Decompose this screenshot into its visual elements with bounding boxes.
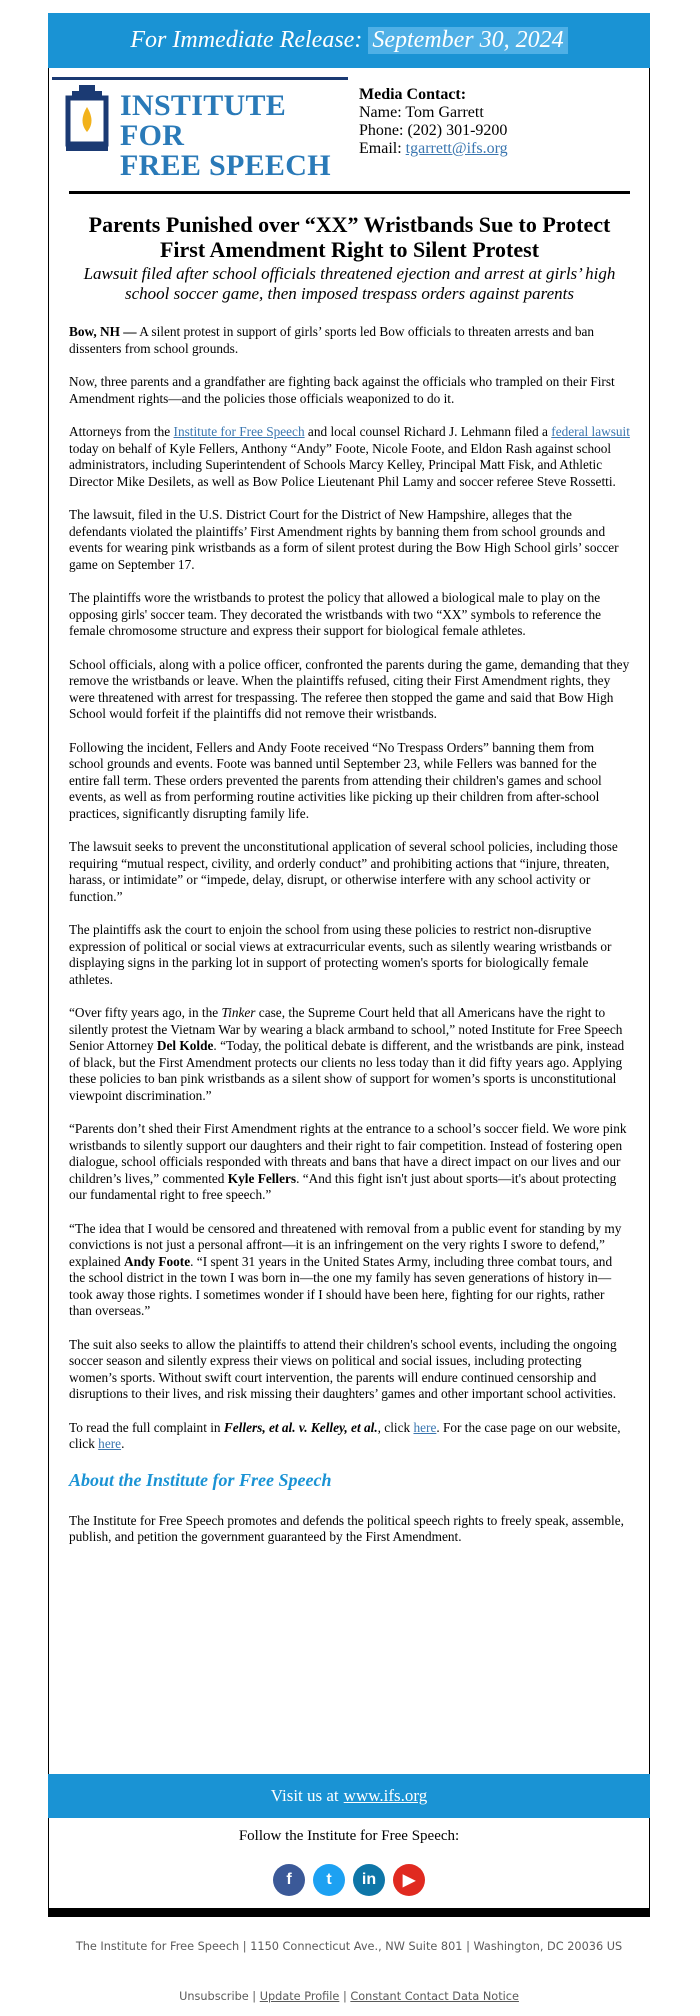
logo-top-bar (52, 77, 348, 80)
headline: Parents Punished over “XX” Wristbands Sue to Protect First Amendment Right to Silent Protest (88, 212, 611, 262)
about-heading: About the Institute for Free Speech (69, 1469, 332, 1490)
release-prefix: For Immediate Release: (130, 27, 363, 53)
facebook-icon[interactable]: f (273, 1864, 305, 1896)
paragraph: Attorneys from the Institute for Free Speech and local counsel Richard J. Lehmann filed a federal lawsuit today on behalf of Kyle Fellers, Anthony “Andy” Foote, Nicole Foote, and Eldon Rash against school administrators, including Superintendent of Schools Marcy Kelley, Principal Matt Fisk, and Athletic Director Mike Desilets, as well as Bow Police Lieutenant Phil Lamy and soccer referee Steve Rossetti. (69, 424, 630, 489)
paragraph: Now, three parents and a grandfather are fighting back against the officials who trampled on their First Amendment rights—and the policies those officials weaponized to do it. (69, 374, 615, 406)
about-text: The Institute for Free Speech promotes and defends the political speech rights to freely speak, assemble, publish, and petition the government guaranteed by the First Amendment. (69, 1512, 624, 1544)
logo-line-2: FREE SPEECH (120, 149, 331, 182)
paragraph: The plaintiffs ask the court to enjoin the school from using these policies to restrict non-disruptive expression of political or social views at extracurricular events, such as silently wearing wristbands or displaying signs in the parking lot in support of protecting women's sports for biologically female athletes. (69, 922, 612, 987)
youtube-icon[interactable]: ▶ (393, 1864, 425, 1896)
unsubscribe-link[interactable]: Unsubscribe (179, 1990, 249, 2003)
logo-line-1: INSTITUTE FOR (120, 89, 287, 152)
paragraph: The plaintiffs wore the wristbands to protest the policy that allowed a biological male to play on the opposing girls' soccer team. They decorated the wristbands with two “XX” symbols to reference the female chromosome structure and express their support for biological female athletes. (69, 590, 602, 638)
logo-wordmark (120, 91, 348, 181)
media-contact (359, 86, 508, 158)
paragraph: School officials, along with a police officer, confronted the parents during the game, demanding that they remove the wristbands or leave. When the plaintiffs refused, citing their First Amendment rights, they were threatened with arrest for trespassing. The referee then stopped the game and said that Bow High School would forfeit if the plaintiffs did not remove their wristbands. (69, 656, 630, 721)
lantern-icon (62, 85, 112, 157)
ifs-logo[interactable] (52, 77, 348, 182)
contact-email-row (359, 140, 508, 158)
twitter-icon[interactable]: t (313, 1864, 345, 1896)
social-links (48, 1864, 650, 1896)
visit-label: Visit us at (270, 1786, 339, 1805)
paragraph: “Parents don’t shed their First Amendment rights at the entrance to a school’s soccer field. We wore pink wristbands to silently support our daughters and their right to fair competition. Instead of fostering open dialogue, school officials responded with threats and bans that have a direct impact on our lives and our children’s lives,” commented Kyle Fellers. “And this fight isn't just about sports—it's about protecting our fundamental right to free speech.” (69, 1121, 627, 1202)
press-release-body (69, 212, 630, 1563)
media-contact-heading: Media Contact: (359, 86, 467, 103)
footer-links: Unsubscribe | Update Profile | Constant Contact Data Notice (179, 1990, 519, 2003)
ifs-link[interactable]: Institute for Free Speech (173, 424, 305, 439)
footer-black-bar (48, 1908, 650, 1917)
contact-email-link[interactable]: tgarrett@ifs.org (405, 140, 508, 157)
website-link[interactable]: www.ifs.org (343, 1786, 428, 1805)
contact-email-label: Email: (359, 140, 406, 157)
paragraph: “Over fifty years ago, in the Tinker case, the Supreme Court held that all Americans have the right to silently protest the Vietnam War by wearing a black armband to school,” noted Institute for Free Speech Senior Attorney Del Kolde. “Today, the political debate is different, and the wristbands are pink, instead of black, but the First Amendment protects our clients no less today than it did fifty years ago. Applying these policies to ban pink wristbands as a silent show of support for women’s sports is unconstitutional viewpoint discrimination.” (69, 1005, 625, 1103)
linkedin-icon[interactable]: in (353, 1864, 385, 1896)
case-page-link[interactable]: here (98, 1436, 122, 1451)
paragraph: Bow, NH — A silent protest in support of girls’ sports led Bow officials to threaten arrests and ban dissenters from school grounds. (69, 324, 595, 356)
subtitle: Lawsuit filed after school officials threatened ejection and arrest at girls’ high school soccer game, then imposed trespass orders against parents (83, 264, 616, 303)
update-profile-link[interactable]: Update Profile (259, 1990, 340, 2003)
paragraph: The suit also seeks to allow the plaintiffs to attend their children's school events, including the ongoing soccer season and silently express their views on political and social issues, including protecting women’s sports. Without swift court intervention, the parents will endure continued censorship and disruptions to their lives, and risk missing their daughters’ games and other important school activities. (69, 1336, 617, 1401)
paragraph: The lawsuit seeks to prevent the unconstitutional application of several school policies, including those requiring “mutual respect, civility, and orderly conduct” and prohibiting actions that “injure, threaten, harass, or intimidate” or “impede, delay, disrupt, or otherwise interfere with any school activity or function.” (69, 839, 618, 904)
footer-address: The Institute for Free Speech | 1150 Connecticut Ave., NW Suite 801 | Washington, DC 20036 US (75, 1940, 623, 1953)
paragraph: To read the full complaint in Fellers, et al. v. Kelley, et al., click here. For the case page on our website, click here. (69, 1419, 621, 1451)
visit-bar (48, 1774, 650, 1818)
contact-name: Name: Tom Garrett (359, 104, 484, 121)
follow-text: Follow the Institute for Free Speech: (238, 1828, 460, 1844)
complaint-link[interactable]: here (413, 1419, 437, 1435)
release-date: September 30, 2024 (368, 27, 567, 54)
federal-lawsuit-link[interactable]: federal lawsuit (551, 424, 630, 439)
paragraph: “The idea that I would be censored and threatened with removal from a public event for standing by my convictions is not just a personal affront—it is an infringement on the very rights I swore to defend,” explained Andy Foote. “I spent 31 years in the United States Army, including three combat tours, and the school district in the town I was born in—the one my family has seven generations of history in—took away those rights. I sometimes wonder if I should have been here, fighting for our rights, rather than overseas.” (69, 1220, 622, 1318)
header-divider (69, 191, 630, 194)
contact-phone: Phone: (202) 301-9200 (359, 122, 508, 139)
release-banner (48, 13, 650, 68)
paragraph: The lawsuit, filed in the U.S. District Court for the District of New Hampshire, alleges that the defendants violated the plaintiffs’ First Amendment rights by banning them from school grounds and events for wearing pink wristbands as a form of silent protest during the Bow High School girls’ soccer game on September 17. (69, 507, 619, 572)
article (69, 324, 630, 1546)
dateline: Bow, NH — (69, 324, 137, 339)
data-notice-link[interactable]: Constant Contact Data Notice (350, 1990, 519, 2003)
paragraph: Following the incident, Fellers and Andy Foote received “No Trespass Orders” banning them from school grounds and events. Foote was banned until September 23, while Fellers was banned for the entire fall term. These orders prevented the parents from attending their children's games and school events, as well as from performing routine activities like picking up their children from after-school practices, significantly disrupting family life. (69, 739, 602, 821)
